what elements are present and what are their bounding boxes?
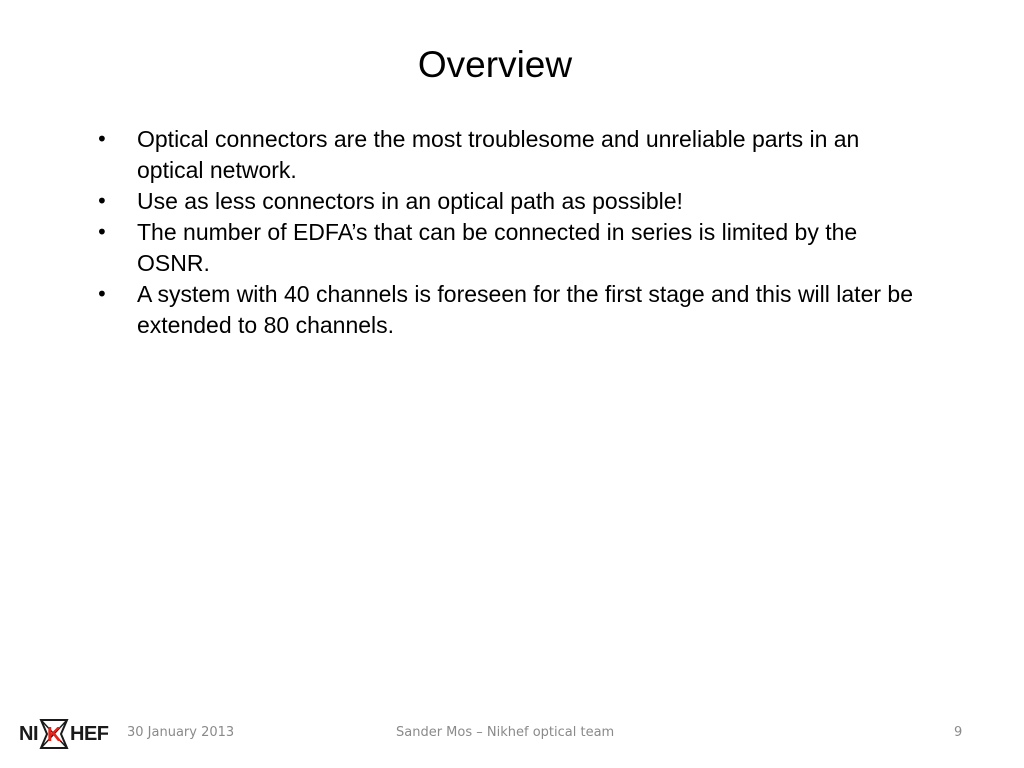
logo-text-right: HEF (70, 722, 109, 745)
logo-text-left: NI (19, 722, 38, 745)
svg-text:K: K (47, 724, 61, 746)
logo-k-mark-svg (39, 719, 69, 749)
bullet-text: The number of EDFA’s that can be connected in series is limited by the OSNR. (137, 219, 858, 276)
page-number: 9 (954, 725, 963, 740)
bullet-item (96, 279, 926, 341)
nikhef-logo (19, 718, 109, 750)
footer-author: Sander Mos – Nikhef optical team (396, 725, 615, 740)
slide-footer (0, 718, 1024, 750)
slide-title: Overview (417, 44, 573, 85)
logo-k-mark-icon (39, 719, 69, 749)
bullet-text: Use as less connectors in an optical path as possible! (137, 188, 683, 214)
bullet-text: Optical connectors are the most troublesome and unreliable parts in an optical network. (137, 126, 860, 183)
bullet-icon: • (96, 189, 108, 213)
bullet-item (96, 186, 926, 217)
bullet-icon: • (96, 220, 108, 244)
bullet-text: A system with 40 channels is foreseen for the first stage and this will later be extended to 80 channels. (137, 281, 913, 338)
footer-date: 30 January 2013 (127, 725, 235, 740)
bullet-item (96, 217, 926, 279)
logo-wordmark (19, 719, 109, 749)
bullet-list (96, 124, 926, 341)
bullet-icon: • (96, 282, 108, 306)
bullet-icon: • (96, 127, 108, 151)
bullet-item (96, 124, 926, 186)
